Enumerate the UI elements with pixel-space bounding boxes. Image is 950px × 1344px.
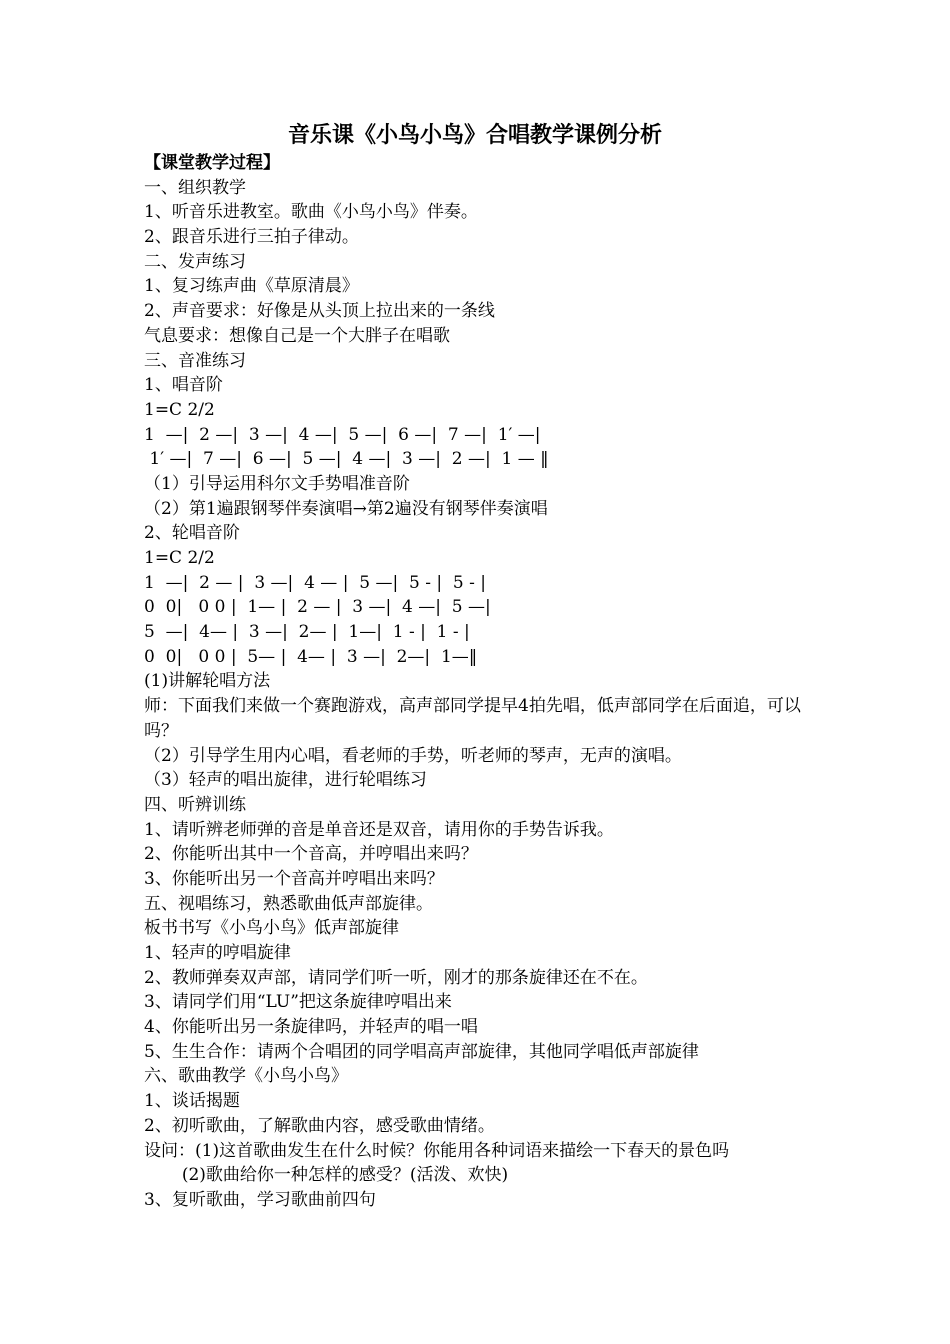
text-line: 1、请听辨老师弹的音是单音还是双音，请用你的手势告诉我。 [144, 819, 614, 840]
text-line: 一、组织教学 [144, 177, 246, 198]
text-line: 设问：(1)这首歌曲发生在什么时候？你能用各种词语来描绘一下春天的景色吗 [144, 1140, 730, 1161]
text-line: 5、生生合作：请两个合唱团的同学唱高声部旋律，其他同学唱低声部旋律 [144, 1041, 699, 1062]
text-line: 1 —| 2 — | 3 —| 4 — | 5 —| 5 - | 5 - | [144, 572, 486, 593]
text-line: 1、唱音阶 [144, 375, 223, 396]
text-line: 六、歌曲教学《小鸟小鸟》 [144, 1066, 348, 1087]
text-line: 2、轮唱音阶 [144, 523, 240, 544]
text-line: 四、听辨训练 [144, 794, 246, 815]
text-line: （1）引导运用科尔文手势唱准音阶 [144, 473, 410, 494]
text-line: 1′ —| 7 —| 6 —| 5 —| 4 —| 3 —| 2 —| 1 — ‖ [144, 449, 549, 470]
document-title: 音乐课《小鸟小鸟》合唱教学课例分析 [287, 123, 662, 148]
text-line: 3、请同学们用“LU”把这条旋律哼唱出来 [144, 992, 452, 1013]
text-line: 1=C 2/2 [144, 399, 215, 420]
text-line: 2、声音要求：好像是从头顶上拉出来的一条线 [144, 301, 495, 322]
document-body [144, 151, 824, 1213]
text-line: 2、跟音乐进行三拍子律动。 [144, 227, 359, 248]
text-line: 三、音准练习 [144, 350, 246, 371]
text-line: （3）轻声的唱出旋律，进行轮唱练习 [144, 770, 427, 791]
text-line: 3、你能听出另一个音高并哼唱出来吗？ [144, 868, 444, 889]
text-line: 1、听音乐进教室。歌曲《小鸟小鸟》伴奏。 [144, 202, 478, 223]
text-line: 5 —| 4— | 3 —| 2— | 1—| 1 - | 1 - | [144, 622, 470, 643]
text-line: 1、谈话揭题 [144, 1091, 240, 1112]
text-line: 1 —| 2 —| 3 —| 4 —| 5 —| 6 —| 7 —| 1′ —| [144, 424, 541, 445]
text-line: (2)歌曲给你一种怎样的感受？(活泼、欢快) [144, 1165, 509, 1186]
text-line: 气息要求：想像自己是一个大胖子在唱歌 [144, 325, 450, 346]
text-line: 五、视唱练习，熟悉歌曲低声部旋律。 [144, 893, 433, 914]
text-line: 4、你能听出另一条旋律吗，并轻声的唱一唱 [144, 1017, 478, 1038]
text-line: 1、轻声的哼唱旋律 [144, 943, 291, 964]
text-line: 二、发声练习 [144, 251, 246, 272]
text-line: 2、教师弹奏双声部，请同学们听一听，刚才的那条旋律还在不在。 [144, 967, 648, 988]
text-line: （2）第1遍跟钢琴伴奏演唱→第2遍没有钢琴伴奏演唱 [144, 498, 548, 519]
text-line: 板书书写《小鸟小鸟》低声部旋律 [144, 918, 399, 939]
text-line: 2、初听歌曲，了解歌曲内容，感受歌曲情绪。 [144, 1115, 495, 1136]
text-line: 1=C 2/2 [144, 548, 215, 568]
text-line: （2）引导学生用内心唱，看老师的手势，听老师的琴声，无声的演唱。 [144, 745, 682, 766]
text-line: 3、复听歌曲，学习歌曲前四句 [144, 1189, 376, 1210]
text-line: 1、复习练声曲《草原清晨》 [144, 276, 359, 297]
text-line: 师：下面我们来做一个赛跑游戏，高声部同学提早4拍先唱，低声部同学在后面追，可以吗？ [144, 696, 801, 741]
text-line: 0 0| 0 0 | 1— | 2 — | 3 —| 4 —| 5 —| [144, 597, 491, 618]
text-line: 0 0| 0 0 | 5— | 4— | 3 —| 2—| 1—‖ [144, 646, 478, 667]
text-line: 【课堂教学过程】 [144, 153, 280, 173]
text-line: (1)讲解轮唱方法 [144, 671, 271, 692]
text-line: 2、你能听出其中一个音高，并哼唱出来吗？ [144, 844, 478, 865]
